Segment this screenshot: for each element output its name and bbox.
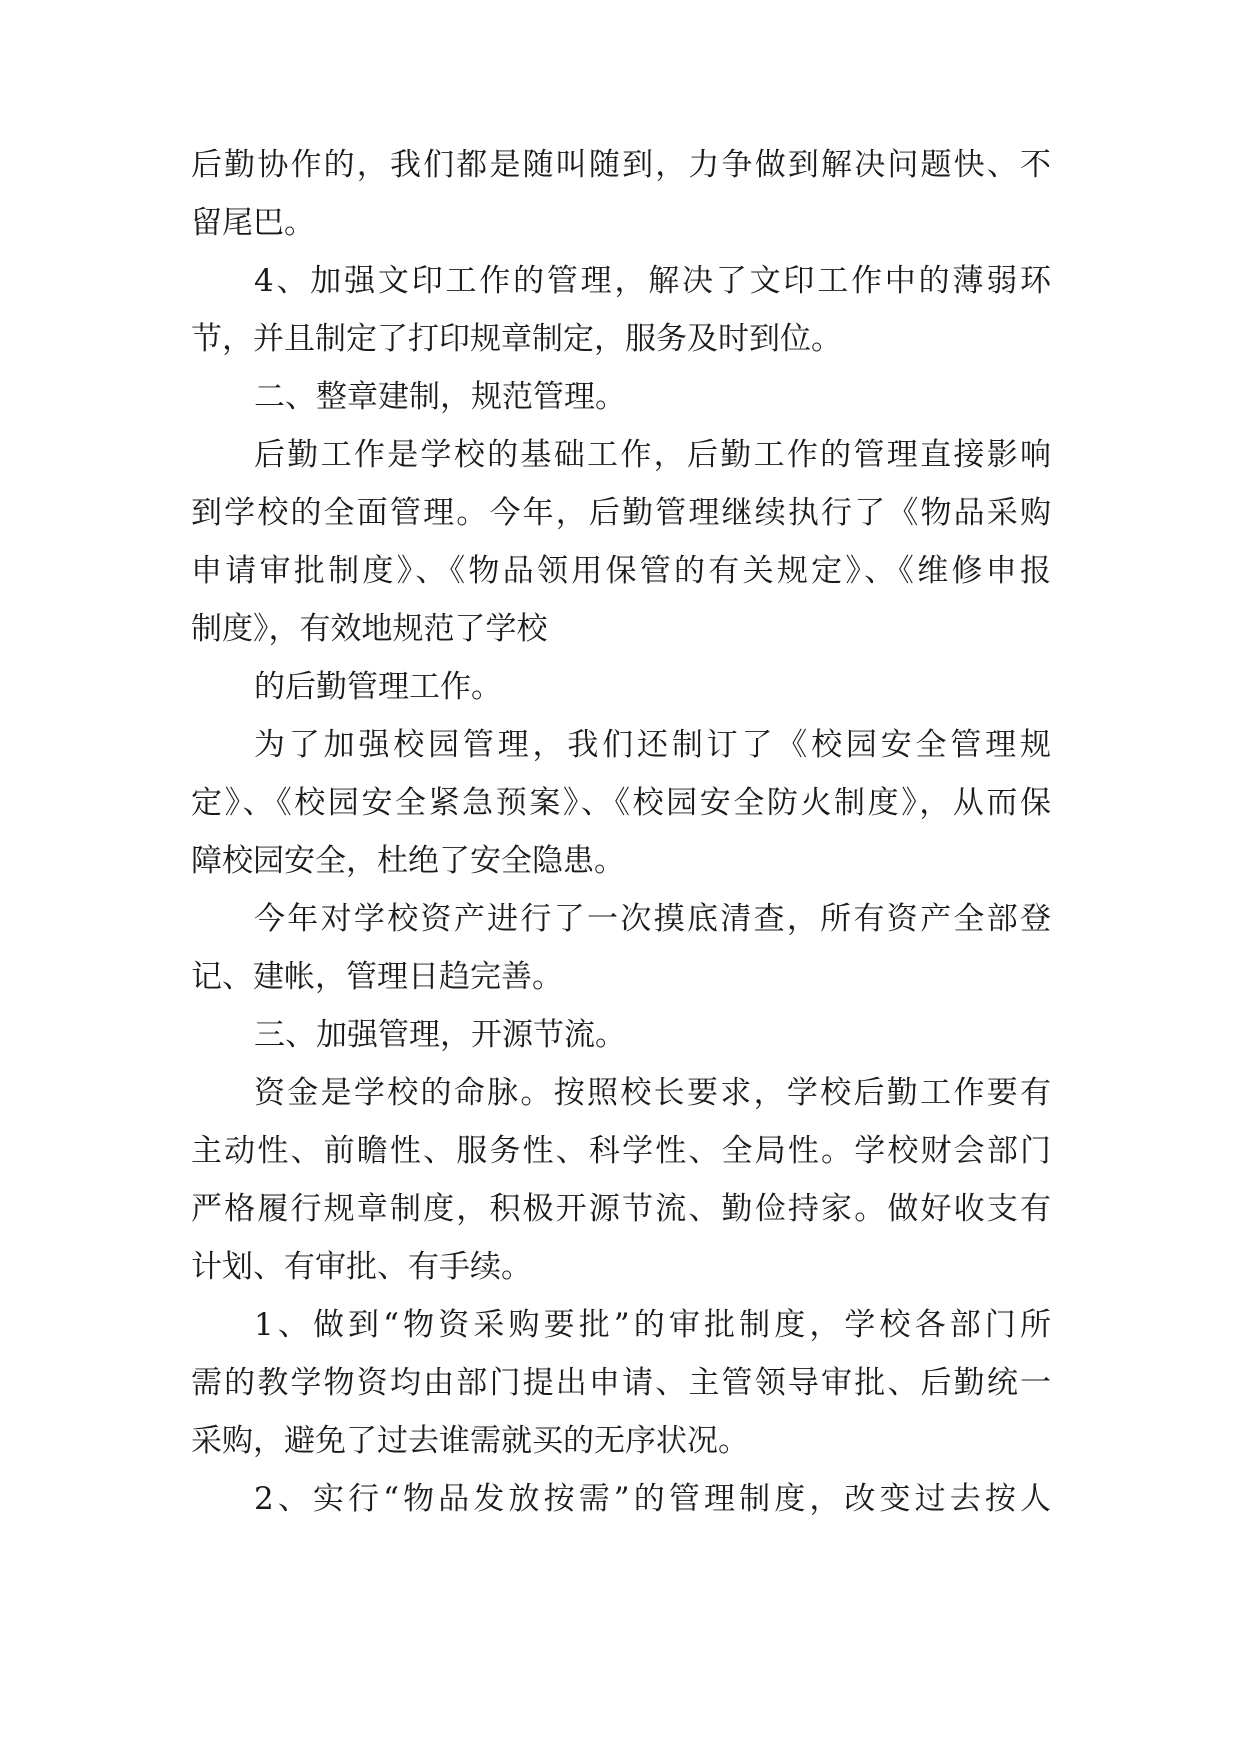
text-line: 的后勤管理工作。 <box>254 669 502 705</box>
text-line: 为了加强校园管理，我们还制订了《校园安全管理规 <box>254 727 1051 763</box>
text-line: 记、建帐，管理日趋完善。 <box>191 959 563 995</box>
text-line: 今年对学校资产进行了一次摸底清查，所有资产全部登 <box>254 901 1051 937</box>
text-line: 主动性、前瞻性、服务性、科学性、全局性。学校财会部门 <box>191 1133 1051 1169</box>
text-line: 1、做到“物资采购要批”的审批制度，学校各部门所 <box>254 1307 1051 1343</box>
text-line: 资金是学校的命脉。按照校长要求，学校后勤工作要有 <box>254 1075 1051 1111</box>
text-line: 留尾巴。 <box>191 205 315 241</box>
text-line: 节，并且制定了打印规章制定，服务及时到位。 <box>191 321 842 357</box>
text-line: 严格履行规章制度，积极开源节流、勤俭持家。做好收支有 <box>191 1191 1051 1227</box>
text-line: 后勤协作的，我们都是随叫随到，力争做到解决问题快、不 <box>191 147 1051 183</box>
text-line: 计划、有审批、有手续。 <box>191 1249 532 1285</box>
text-line: 到学校的全面管理。今年，后勤管理继续执行了《物品采购 <box>191 495 1051 531</box>
text-line: 障校园安全，杜绝了安全隐患。 <box>191 843 625 879</box>
text-line: 2、实行“物品发放按需”的管理制度，改变过去按人 <box>254 1481 1051 1517</box>
text-line: 制度》，有效地规范了学校 <box>191 611 548 647</box>
text-line: 申请审批制度》、《物品领用保管的有关规定》、《维修申报 <box>191 553 1051 589</box>
text-line: 采购，避免了过去谁需就买的无序状况。 <box>191 1423 749 1459</box>
text-line: 需的教学物资均由部门提出申请、主管领导审批、后勤统一 <box>191 1365 1051 1401</box>
text-line: 后勤工作是学校的基础工作，后勤工作的管理直接影响 <box>254 437 1051 473</box>
text-line: 定》、《校园安全紧急预案》、《校园安全防火制度》，从而保 <box>191 785 1051 821</box>
section-heading: 二、整章建制，规范管理。 <box>254 379 626 415</box>
section-heading: 三、加强管理，开源节流。 <box>254 1017 626 1053</box>
text-line: 4、加强文印工作的管理，解决了文印工作中的薄弱环 <box>254 263 1051 299</box>
